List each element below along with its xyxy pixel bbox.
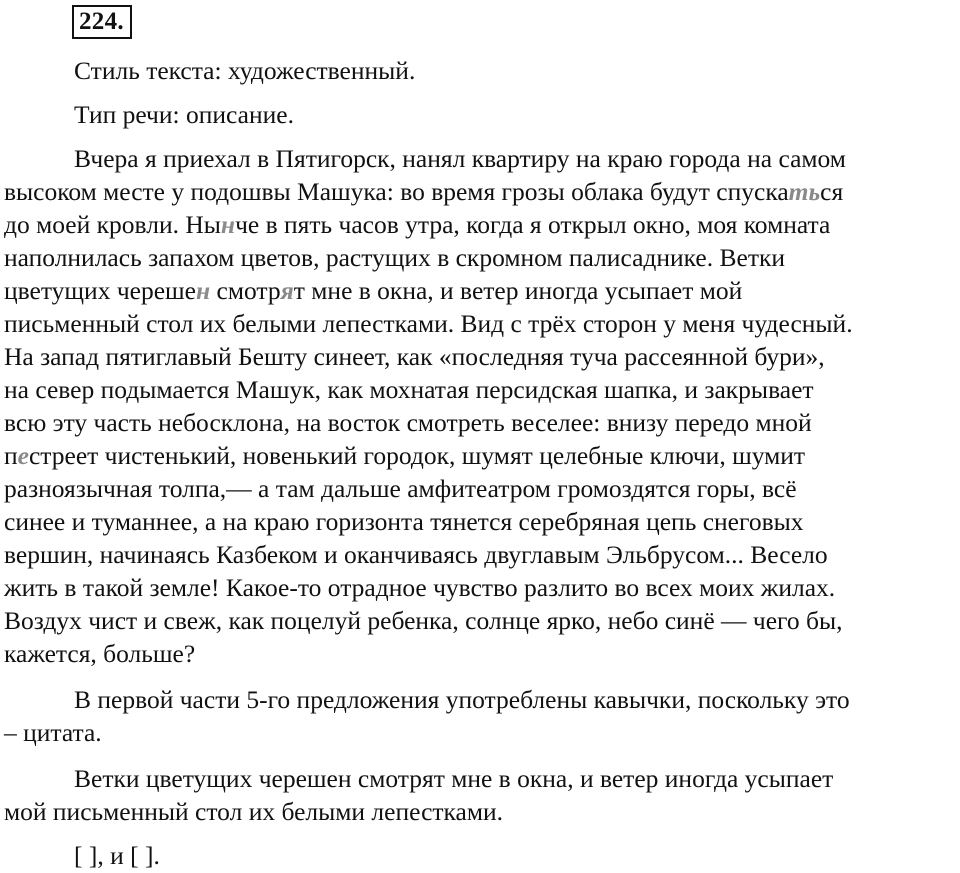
main-text-line — [74, 143, 846, 175]
text-fragment: Вчера я приехал в Пятигорск, нанял квартиру на краю города на самом — [74, 144, 846, 173]
text-fragment: п — [4, 441, 18, 470]
text-fragment: цветущих череше — [4, 276, 196, 305]
exercise-number: 224. — [72, 5, 132, 39]
main-text-line — [4, 605, 842, 637]
highlighted-letter: н — [220, 210, 236, 239]
text-fragment: че в пять часов утра, когда я открыл окно, моя комната — [235, 210, 831, 239]
text-fragment: Воздух чист и свеж, как поцелуй ребенка, солнце ярко, небо синё — чего бы, — [4, 606, 843, 635]
main-text-line — [4, 374, 814, 406]
highlighted-letter: ть — [788, 177, 821, 206]
text-fragment: наполнилась запахом цветов, растущих в скромном палисаднике. Ветки — [4, 243, 785, 272]
text-fragment: стреет чистенький, новенький городок, шумят целебные ключи, шумит — [28, 441, 806, 470]
quote-note-line-2: – цитата. — [4, 718, 102, 747]
main-text-line — [4, 308, 853, 340]
main-text-line — [4, 176, 843, 208]
main-text-line — [4, 407, 812, 439]
text-fragment: смотр — [210, 276, 281, 305]
text-fragment: разноязычная толпа,— а там дальше амфитеатром громоздятся горы, всё — [4, 474, 797, 503]
main-text-line — [4, 242, 785, 274]
highlighted-letter: я — [280, 276, 294, 305]
highlighted-letter: н — [196, 276, 211, 305]
main-text-line — [4, 473, 797, 505]
main-text-line — [4, 506, 804, 538]
main-text-line — [4, 275, 742, 307]
highlighted-letter: е — [17, 441, 29, 470]
main-text-line — [4, 341, 825, 373]
text-fragment: всю эту часть небосклона, на восток смотреть веселее: внизу передо мной — [4, 408, 812, 437]
sentence-scheme: [ ], и [ ]. — [74, 841, 160, 870]
text-fragment: на север подымается Машук, как мохнатая персидская шапка, и закрывает — [4, 375, 814, 404]
example-sentence-line-2: мой письменный стол их белыми лепестками. — [4, 797, 504, 826]
text-fragment: до моей кровли. Ны — [4, 210, 221, 239]
text-fragment: жить в такой земле! Какое-то отрадное чувство разлито во всех моих жилах. — [4, 573, 836, 602]
text-fragment: вершин, начинаясь Казбеком и оканчиваясь двуглавым Эльбрусом... Весело — [4, 540, 828, 569]
speech-type-line: Тип речи: описание. — [74, 100, 294, 129]
text-fragment: синее и туманнее, а на краю горизонта тянется серебряная цепь снеговых — [4, 507, 804, 536]
main-text-line — [4, 539, 828, 571]
text-fragment: кажется, больше? — [4, 639, 196, 668]
text-fragment: высоком месте у подошвы Машука: во время грозы облака будут спуска — [4, 177, 789, 206]
text-fragment: На запад пятиглавый Бешту синеет, как «последняя туча рассеянной бури», — [4, 342, 825, 371]
text-fragment: ся — [820, 177, 844, 206]
main-text-line — [4, 209, 830, 241]
text-style-line: Стиль текста: художественный. — [74, 56, 416, 85]
example-sentence-line-1: Ветки цветущих черешен смотрят мне в окна, и ветер иногда усыпает — [74, 764, 834, 793]
quote-note-line-1: В первой части 5-го предложения употреблены кавычки, поскольку это — [74, 685, 850, 714]
text-fragment: т мне в окна, и ветер иногда усыпает мой — [293, 276, 743, 305]
main-text-line — [4, 440, 805, 472]
text-fragment: письменный стол их белыми лепестками. Вид с трёх сторон у меня чудесный. — [4, 309, 853, 338]
main-text-line — [4, 638, 195, 670]
main-text-line — [4, 572, 835, 604]
